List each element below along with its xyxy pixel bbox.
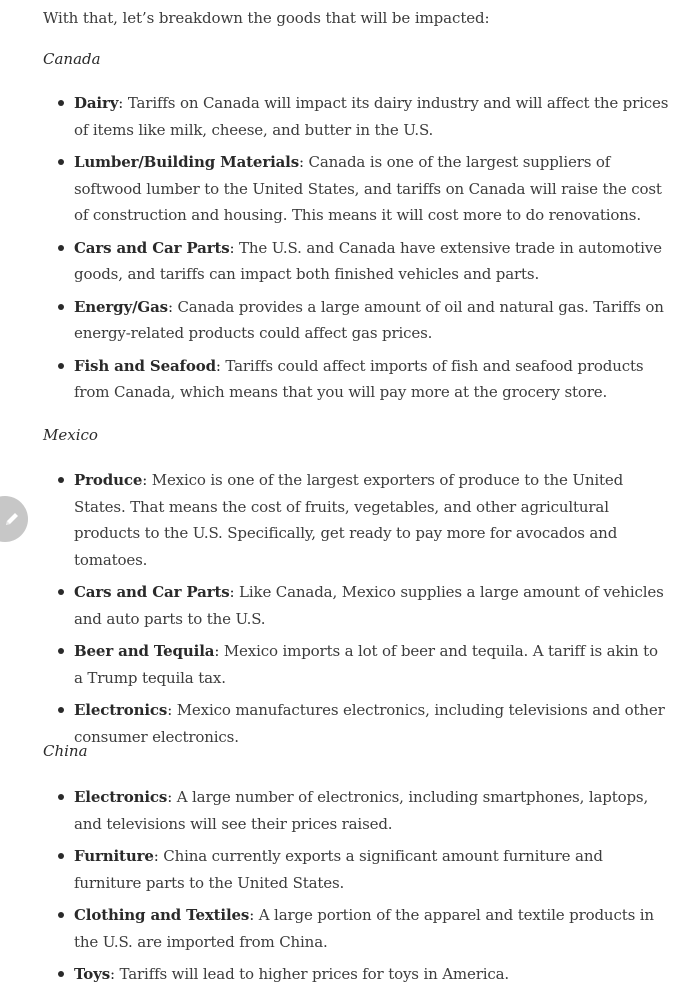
list-item: Clothing and Textiles: A large portion of the apparel and textile products in the U.S. are imported from China. <box>0 902 692 955</box>
item-title: Cars and Car Parts <box>74 238 230 257</box>
item-title: Fish and Seafood <box>74 356 216 375</box>
section-heading-china: China <box>43 742 88 760</box>
bullet-icon <box>58 794 64 800</box>
item-text: Tariffs could affect imports of fish and seafood products from Canada, which means that you will pay more at the grocery store. <box>74 356 644 401</box>
section-heading-canada: Canada <box>43 50 101 68</box>
item-text: The U.S. and Canada have extensive trade in automotive goods, and tariffs can impact both finished vehicles and parts. <box>74 238 662 283</box>
item-text: Tariffs will lead to higher prices for toys in America. <box>114 965 510 983</box>
bullet-icon <box>58 363 64 369</box>
item-title: Toys <box>74 965 111 983</box>
list-item: Cars and Car Parts: Like Canada, Mexico supplies a large amount of vehicles and auto parts to the U.S. <box>0 579 692 632</box>
item-title: Energy/Gas <box>74 297 168 316</box>
bullet-icon <box>58 304 64 310</box>
list-item: Furniture: China currently exports a significant amount furniture and furniture parts to the United States. <box>0 843 692 896</box>
item-title: Furniture <box>74 847 154 865</box>
item-text: Canada is one of the largest suppliers of softwood lumber to the United States, and tariffs on Canada will raise the cost of construction and housing. This means it will cost more to do renovations. <box>74 153 662 224</box>
pencil-icon <box>4 511 20 527</box>
item-text: Like Canada, Mexico supplies a large amount of vehicles and auto parts to the U.S. <box>74 583 664 628</box>
item-text: Mexico manufactures electronics, including televisions and other consumer electronics. <box>74 701 665 746</box>
item-text: China currently exports a significant amount furniture and furniture parts to the United States. <box>74 847 603 892</box>
bullet-icon <box>58 648 64 654</box>
item-text: A large number of electronics, including smartphones, laptops, and televisions will see their prices raised. <box>74 788 649 833</box>
mexico-goods-list <box>0 467 692 756</box>
item-title: Dairy <box>74 94 119 112</box>
bullet-icon <box>58 971 64 977</box>
bullet-icon <box>58 589 64 595</box>
china-goods-list <box>0 784 692 994</box>
list-item: Beer and Tequila: Mexico imports a lot of beer and tequila. A tariff is akin to a Trump tequila tax. <box>0 638 692 691</box>
item-text: Tariffs on Canada will impact its dairy industry and will affect the prices of items like milk, cheese, and butter in the U.S. <box>74 94 669 139</box>
list-item: Dairy: Tariffs on Canada will impact its dairy industry and will affect the prices of items like milk, cheese, and butter in the U.S. <box>0 90 692 143</box>
list-item: Electronics: A large number of electronics, including smartphones, laptops, and televisions will see their prices raised. <box>0 784 692 837</box>
list-item: Electronics: Mexico manufactures electronics, including televisions and other consumer electronics. <box>0 697 692 750</box>
item-title: Lumber/Building Materials <box>74 153 300 171</box>
bullet-icon <box>58 477 64 483</box>
list-item: Cars and Car Parts: The U.S. and Canada have extensive trade in automotive goods, and tariffs can impact both finished vehicles and parts. <box>0 235 692 288</box>
item-title: Produce <box>74 471 143 489</box>
list-item: Lumber/Building Materials: Canada is one of the largest suppliers of softwood lumber to the United States, and tariffs on Canada will raise the cost of construction and housing. This means it will cost more to do renovations. <box>0 149 692 229</box>
bullet-icon <box>58 853 64 859</box>
item-text: A large portion of the apparel and textile products in the U.S. are imported from China. <box>74 906 654 951</box>
item-title: Electronics <box>74 788 168 806</box>
item-text: Canada provides a large amount of oil and natural gas. Tariffs on energy-related products could affect gas prices. <box>74 297 664 342</box>
item-text: Mexico is one of the largest exporters of produce to the United States. That means the cost of fruits, vegetables, and other agricultural products to the U.S. Specifically, get ready to pay more for avocados and tomatoes. <box>74 471 624 569</box>
bullet-icon <box>58 912 64 918</box>
section-heading-mexico: Mexico <box>43 426 98 444</box>
bullet-icon <box>58 159 64 165</box>
list-item: Toys: Tariffs will lead to higher prices for toys in America. <box>0 961 692 988</box>
bullet-icon <box>58 100 64 106</box>
item-title: Cars and Car Parts <box>74 583 230 601</box>
intro-text: With that, let’s breakdown the goods that will be impacted: <box>43 9 490 27</box>
bullet-icon <box>58 245 64 251</box>
bullet-icon <box>58 707 64 713</box>
canada-goods-list <box>0 90 692 412</box>
item-title: Electronics <box>74 701 168 719</box>
list-item: Energy/Gas: Canada provides a large amount of oil and natural gas. Tariffs on energy-related products could affect gas prices. <box>0 294 692 347</box>
list-item: Fish and Seafood: Tariffs could affect imports of fish and seafood products from Canada, which means that you will pay more at the grocery store. <box>0 353 692 406</box>
list-item: Produce: Mexico is one of the largest exporters of produce to the United States. That means the cost of fruits, vegetables, and other agricultural products to the U.S. Specifically, get ready to pay more for avocados and tomatoes. <box>0 467 692 573</box>
item-title: Beer and Tequila <box>74 642 215 660</box>
item-title: Clothing and Textiles <box>74 906 250 924</box>
item-text: Mexico imports a lot of beer and tequila. A tariff is akin to a Trump tequila tax. <box>74 642 658 687</box>
